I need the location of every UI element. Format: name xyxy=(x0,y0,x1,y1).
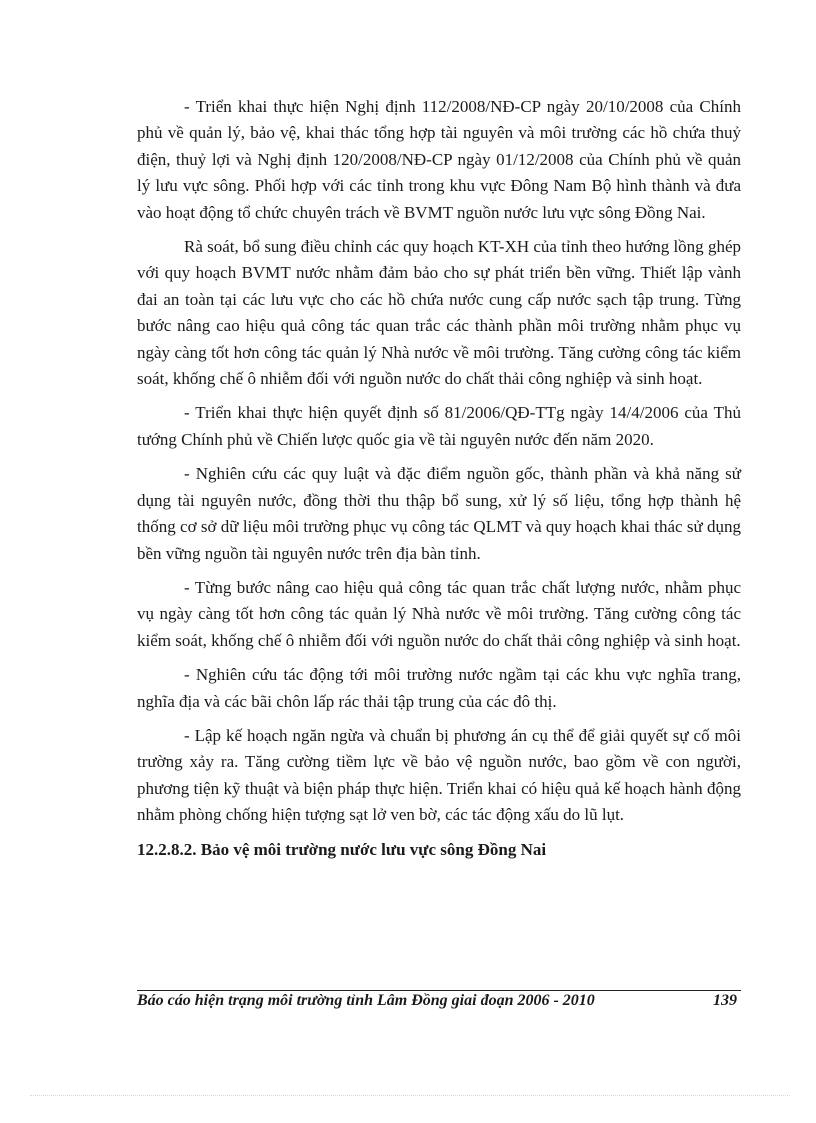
page-footer xyxy=(137,992,741,1010)
page-number: 139 xyxy=(713,992,737,1009)
paragraph-decree-112: - Triển khai thực hiện Nghị định 112/2008/NĐ-CP ngày 20/10/2008 của Chính phủ về quản lý, bảo vệ, khai thác tổng hợp tài nguyên và môi trường các hồ chứa thuỷ điện, thuỷ lợi và Nghị định 120/2008/NĐ-CP ngày 01/12/2008 của Chính phủ về quản lý lưu vực sông. Phối hợp với các tỉnh trong khu vực Đông Nam Bộ hình thành và đưa vào hoạt động tổ chức chuyên trách về BVMT nguồn nước lưu vực sông Đồng Nai. xyxy=(137,97,741,222)
paragraph-groundwater: - Nghiên cứu tác động tới môi trường nước ngầm tại các khu vực nghĩa trang, nghĩa địa và các bãi chôn lấp rác thải tập trung của các đô thị. xyxy=(137,665,741,711)
paragraph-incident-plan: - Lập kế hoạch ngăn ngừa và chuẩn bị phương án cụ thể để giải quyết sự cố môi trường xảy ra. Tăng cường tiềm lực về bảo vệ nguồn nước, bao gồm về con người, phương tiện kỹ thuật và biện pháp thực hiện. Triển khai có hiệu quả kế hoạch hành động nhằm phòng chống hiện tượng sạt lở ven bờ, các tác động xấu do lũ lụt. xyxy=(137,725,741,825)
section-heading: 12.2.8.2. Bảo vệ môi trường nước lưu vực sông Đồng Nai xyxy=(137,839,547,859)
paragraph-decision-81: - Triển khai thực hiện quyết định số 81/2006/QĐ-TTg ngày 14/4/2006 của Thủ tướng Chính phủ về Chiến lược quốc gia về tài nguyên nước đến năm 2020. xyxy=(137,403,741,449)
page-body xyxy=(137,94,741,863)
paragraph-research-water: - Nghiên cứu các quy luật và đặc điểm nguồn gốc, thành phần và khả năng sử dụng tài nguyên nước, đồng thời thu thập bổ sung, xử lý số liệu, tổng hợp thành hệ thống cơ sở dữ liệu môi trường phục vụ công tác QLMT và quy hoạch khai thác sử dụng bền vững nguồn tài nguyên nước trên địa bàn tỉnh. xyxy=(137,464,741,563)
paragraph-monitoring: - Từng bước nâng cao hiệu quả công tác quan trắc chất lượng nước, nhằm phục vụ ngày càng tốt hơn công tác quản lý Nhà nước về môi trường. Tăng cường công tác kiểm soát, khống chế ô nhiễm đối với nguồn nước do chất thải công nghiệp và sinh hoạt. xyxy=(137,577,741,650)
footer-divider xyxy=(137,990,741,991)
footer-title: Báo cáo hiện trạng môi trường tỉnh Lâm Đồng giai đoạn 2006 - 2010 xyxy=(137,992,595,1009)
page-bottom-dotted-line xyxy=(30,1095,790,1096)
paragraph-review-planning: Rà soát, bổ sung điều chỉnh các quy hoạch KT-XH của tỉnh theo hướng lồng ghép với quy hoạch BVMT nước nhằm đảm bảo cho sự phát triển bền vững. Thiết lập vành đai an toàn tại các lưu vực cho các hồ chứa nước cung cấp nước sạch tập trung. Từng bước nâng cao hiệu quả công tác quan trắc các thành phần môi trường nhằm phục vụ ngày càng tốt hơn công tác quản lý Nhà nước về môi trường. Tăng cường công tác kiểm soát, khống chế ô nhiễm đối với nguồn nước do chất thải công nghiệp và sinh hoạt. xyxy=(137,237,741,389)
